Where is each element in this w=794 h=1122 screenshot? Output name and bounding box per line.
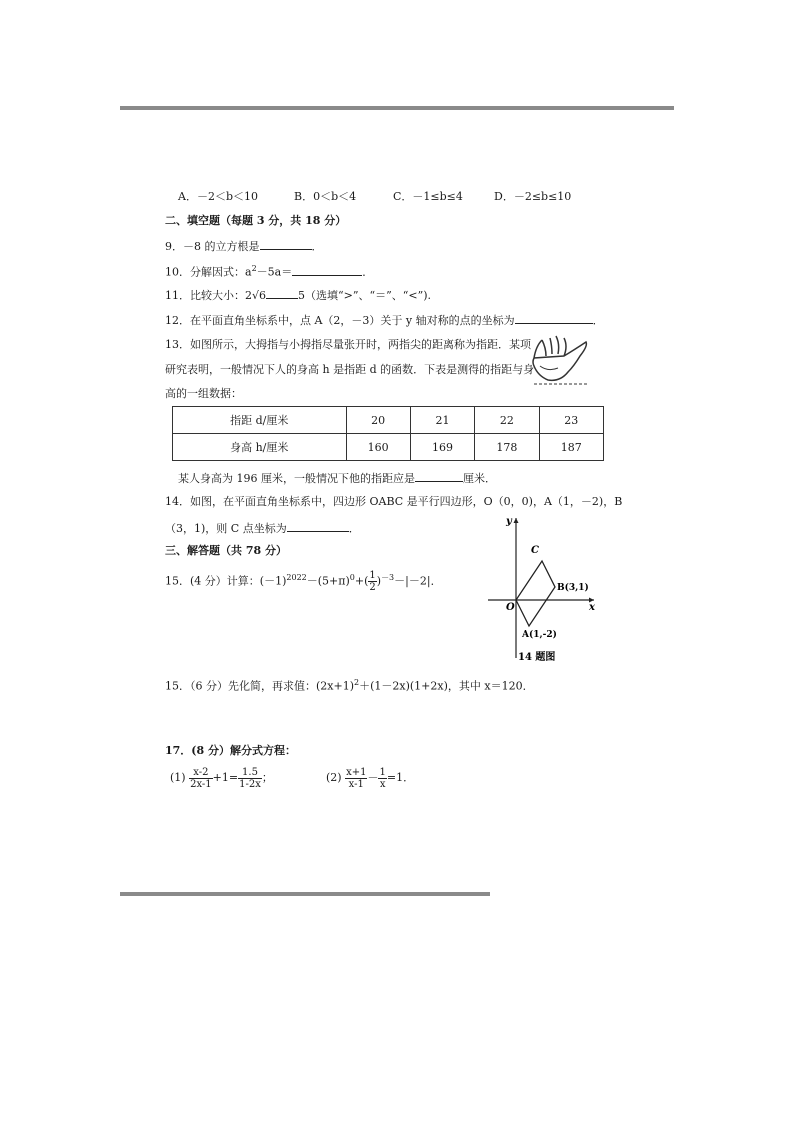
- table-cell: 指距 d/厘米: [173, 407, 347, 434]
- point-b-label: B(3,1): [557, 583, 589, 593]
- table-cell: 23: [539, 407, 603, 434]
- q17-part-1-label: (1): [170, 771, 186, 784]
- q15b-text: 15．（6 分）先化简，再求值：(2x+1): [165, 679, 354, 693]
- q13-line-1: 13．如图所示，大拇指与小拇指尽量张开时，两指尖的距离称为指距．某项: [165, 338, 531, 351]
- q17-part-2-label: (2): [326, 771, 342, 784]
- graph-caption: 14 题图: [518, 652, 556, 662]
- q12-end: ．: [592, 314, 604, 327]
- q13-question-end: 厘米．: [463, 472, 496, 485]
- q14-answer-blank[interactable]: [287, 520, 349, 532]
- q9-text: 9．－8 的立方根是: [165, 240, 260, 253]
- x-axis-label: x: [589, 602, 595, 613]
- bottom-rule: [120, 892, 490, 896]
- option-c: C．－1≤b≤4: [393, 190, 463, 203]
- q15a-term-1: (－1): [259, 574, 287, 588]
- table-cell: 178: [475, 434, 539, 461]
- q15a-exp-3: －3: [381, 573, 395, 582]
- q10-answer-blank[interactable]: [292, 264, 362, 276]
- option-b: B．0＜b＜4: [294, 190, 357, 203]
- q15a-exp-1: 2022: [286, 573, 307, 582]
- q14-line-1: 14．如图，在平面直角坐标系中，四边形 OABC 是平行四边形，O（0，0)，A（1，－2)，B: [165, 495, 623, 508]
- q15a-numerator: 1: [369, 570, 376, 582]
- table-cell: 22: [475, 407, 539, 434]
- denominator: x: [379, 778, 386, 790]
- numerator: 1: [379, 766, 386, 778]
- q15a-term-3: +(: [354, 574, 369, 588]
- table-row: [173, 407, 604, 434]
- table-cell: 160: [346, 434, 410, 461]
- numerator: 1.5: [238, 767, 262, 779]
- q17-p1-end: ；: [261, 771, 273, 784]
- table-cell: 20: [346, 407, 410, 434]
- hand-span-illustration: [528, 332, 596, 394]
- table-row: [173, 434, 604, 461]
- numerator: x+1: [346, 766, 367, 778]
- q13-line-2: 研究表明，一般情况下人的身高 h 是指距 d 的函数．下表是测得的指距与身: [165, 363, 535, 376]
- origin-label: O: [506, 602, 515, 613]
- q17-p1-fraction-1: [189, 767, 213, 790]
- q14-end: ．: [348, 522, 360, 535]
- q17-part-1: [170, 766, 273, 790]
- point-a-label: A(1,-2): [522, 630, 557, 640]
- q15a-term-2: －(5+π): [306, 574, 350, 588]
- question-9: [165, 238, 323, 254]
- coordinate-graph: [486, 512, 598, 662]
- q15b-text-end: ＋(1－2x)(1+2x)，其中 x＝120．: [359, 679, 534, 693]
- option-d: D．－2≤b≤10: [494, 190, 572, 203]
- q11-answer-blank[interactable]: [266, 287, 298, 299]
- q17-p2-mid: －: [367, 771, 379, 784]
- q17-part-2: [326, 766, 414, 790]
- q15a-label: 15．(4 分）计算：: [165, 574, 260, 588]
- table-cell: 187: [539, 434, 603, 461]
- question-12: [165, 312, 604, 328]
- question-15-simplify: [165, 676, 534, 694]
- q10-text: 10．分解因式：a: [165, 265, 252, 279]
- question-10: [165, 262, 373, 280]
- q15b-exponent: 2: [354, 678, 360, 687]
- q14-line-2: [165, 520, 360, 536]
- option-a: A．－2＜b＜10: [178, 190, 258, 203]
- q15a-denominator: 2: [369, 582, 376, 594]
- point-c-label: C: [531, 545, 539, 556]
- q11-end: 5（选填“>”、“＝”、“<”).: [298, 289, 431, 302]
- q12-answer-blank[interactable]: [515, 312, 593, 324]
- finger-span-table: [172, 406, 604, 461]
- q17-p2-fraction-2: [378, 767, 386, 790]
- q10-mid: －5a＝: [256, 265, 293, 279]
- q10-exponent: 2: [251, 264, 257, 273]
- section-2-title: 二、填空题（每题 3 分，共 18 分）: [165, 214, 347, 227]
- q14-text: （3，1)，则 C 点坐标为: [165, 522, 287, 535]
- q13-line-3: 高的一组数据：: [165, 387, 242, 400]
- q12-text: 12．在平面直角坐标系中，点 A（2，－3）关于 y 轴对称的点的坐标为: [165, 314, 515, 327]
- question-15-calc: [165, 568, 442, 593]
- question-17-title: 17．(8 分）解分式方程：: [165, 744, 296, 757]
- parallelogram-oabc: [516, 561, 555, 626]
- q15a-fraction: [368, 570, 376, 593]
- table-cell: 21: [410, 407, 474, 434]
- q17-p2-fraction-1: [345, 767, 367, 790]
- q15a-term-4: ): [376, 574, 382, 588]
- q17-p1-mid: +1=: [212, 771, 239, 784]
- q15a-exp-2: 0: [349, 573, 355, 582]
- y-axis-label: y: [506, 516, 512, 527]
- q13-answer-blank[interactable]: [415, 470, 463, 482]
- q11-text: 11．比较大小：2√6: [165, 289, 267, 302]
- q9-end: ．: [311, 240, 323, 253]
- q13-question-text: 某人身高为 196 厘米，一般情况下他的指距应是: [178, 472, 415, 485]
- table-cell: 169: [410, 434, 474, 461]
- section-3-title: 三、解答题（共 78 分）: [165, 544, 287, 557]
- q17-p2-end: =1．: [386, 771, 415, 784]
- denominator: x-1: [348, 778, 364, 790]
- q10-end: ．: [362, 265, 374, 279]
- top-rule: [120, 106, 674, 110]
- q15a-term-5: －|－2|．: [394, 574, 442, 588]
- denominator: 1-2x: [239, 778, 261, 790]
- q13-question: [178, 470, 496, 486]
- q17-p1-fraction-2: [238, 767, 262, 790]
- question-11: [165, 287, 431, 303]
- y-axis-arrow-icon: [514, 518, 519, 523]
- numerator: x-2: [189, 767, 213, 779]
- denominator: 2x-1: [190, 778, 212, 790]
- table-cell: 身高 h/厘米: [173, 434, 347, 461]
- q9-answer-blank[interactable]: [260, 238, 312, 250]
